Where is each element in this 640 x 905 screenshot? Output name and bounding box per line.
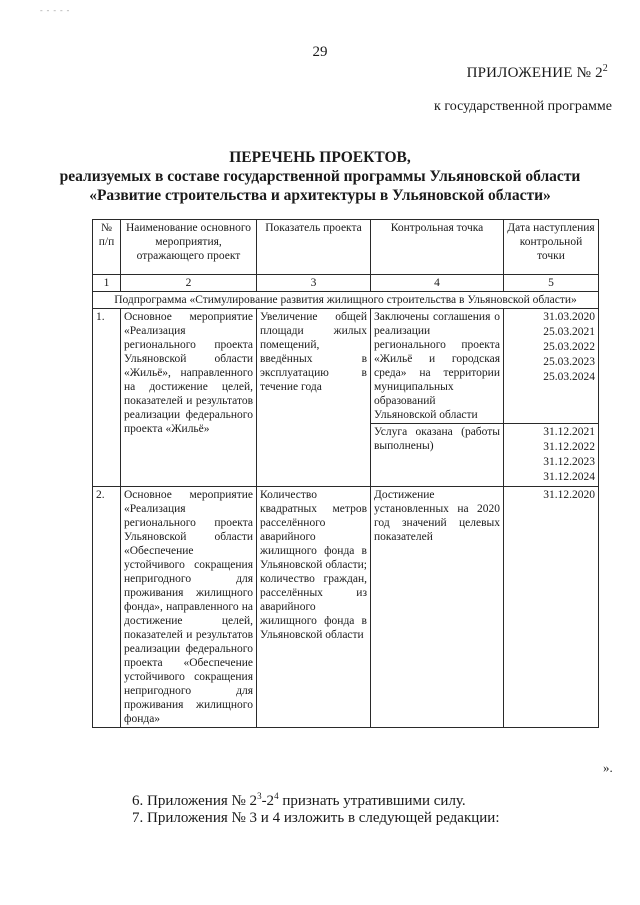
checkpoint-date: 31.12.2020 — [543, 489, 595, 501]
row-checkpoint: Заключены соглашения о реализации регионального проекта «Жильё и городская среда» на территории муниципальных образований Ульяновской области — [371, 309, 504, 424]
row-dates — [504, 487, 599, 728]
header-checkpoint: Контрольная точка — [371, 220, 504, 275]
row-indicator: Увеличение общей площади жилых помещений, введённых в эксплуатацию в течение года — [257, 309, 371, 487]
checkpoint-date: 31.12.2021 — [543, 426, 595, 438]
title-line-3: «Развитие строительства и архитектуры в Ульяновской области» — [89, 187, 551, 204]
item-6 — [132, 791, 466, 810]
appendix-title — [467, 63, 608, 82]
col-number: 4 — [371, 275, 504, 292]
checkpoint-date: 25.03.2021 — [543, 326, 595, 338]
item-7: 7. Приложения № 3 и 4 изложить в следующей редакции: — [132, 810, 500, 826]
row-dates — [504, 424, 599, 487]
row-dates — [504, 309, 599, 424]
header-event: Наименование основного мероприятия, отражающего проект — [121, 220, 257, 275]
col-number: 3 — [257, 275, 371, 292]
page-number: 29 — [312, 44, 328, 60]
col-number: 5 — [504, 275, 599, 292]
header-date: Дата наступления контрольной точки — [504, 220, 599, 275]
item-6-sup-1: 3 — [257, 791, 262, 801]
document-title — [0, 148, 640, 205]
checkpoint-date: 31.12.2023 — [543, 456, 595, 468]
scan-mark: - - - - - — [40, 6, 71, 15]
row-number: 1. — [93, 309, 121, 487]
checkpoint-date: 31.03.2020 — [543, 311, 595, 323]
appendix-title-superscript: 2 — [602, 63, 608, 74]
row-indicator: Количество квадратных метров расселённого аварийного жилищного фонда в Ульяновской области; количество граждан, расселённых из аварийного жилищного фонда в Ульяновской области — [257, 487, 371, 728]
projects-table — [92, 219, 599, 728]
item-6-mid: -2 — [261, 793, 275, 809]
row-number: 2. — [93, 487, 121, 728]
table-row — [93, 487, 599, 728]
appendix-title-text: ПРИЛОЖЕНИЕ № 2 — [466, 65, 603, 81]
appendix-subtitle: к государственной программе — [434, 99, 612, 114]
title-line-1: ПЕРЕЧЕНЬ ПРОЕКТОВ, — [229, 149, 411, 166]
closing-quote: ». — [603, 760, 613, 775]
checkpoint-date: 25.03.2024 — [543, 371, 595, 383]
subprogram-row — [93, 292, 599, 309]
col-number: 1 — [93, 275, 121, 292]
row-checkpoint: Услуга оказана (работы выполнены) — [371, 424, 504, 487]
header-num: № п/п — [93, 220, 121, 275]
table-header-row — [93, 220, 599, 275]
header-indicator: Показатель проекта — [257, 220, 371, 275]
row-event: Основное мероприятие «Реализация регионального проекта Ульяновской области «Обеспечение устойчивого сокращения непригодного для проживания жилищного фонда», направленного на достижение целей, показателей и результатов реализации федерального проекта «Обеспечение устойчивого сокращения непригодного для проживания жилищного фонда» — [121, 487, 257, 728]
table-row — [93, 309, 599, 424]
item-6-prefix: 6. Приложения № 2 — [132, 793, 258, 809]
checkpoint-date: 25.03.2023 — [543, 356, 595, 368]
title-line-2: реализуемых в составе государственной программы Ульяновской области — [59, 168, 581, 185]
checkpoint-date: 31.12.2024 — [543, 471, 595, 483]
subprogram-title: Подпрограмма «Стимулирование развития жилищного строительства в Ульяновской области» — [93, 292, 599, 309]
checkpoint-date: 31.12.2022 — [543, 441, 595, 453]
row-checkpoint: Достижение установленных на 2020 год значений целевых показателей — [371, 487, 504, 728]
item-6-sup-2: 4 — [274, 791, 279, 801]
checkpoint-date: 25.03.2022 — [543, 341, 595, 353]
col-number: 2 — [121, 275, 257, 292]
item-6-suffix: признать утратившими силу. — [278, 793, 466, 809]
column-number-row — [93, 275, 599, 292]
row-event: Основное мероприятие «Реализация регионального проекта Ульяновской области «Жильё», направленного на достижение целей, показателей и результатов реализации федерального проекта «Жильё» — [121, 309, 257, 487]
